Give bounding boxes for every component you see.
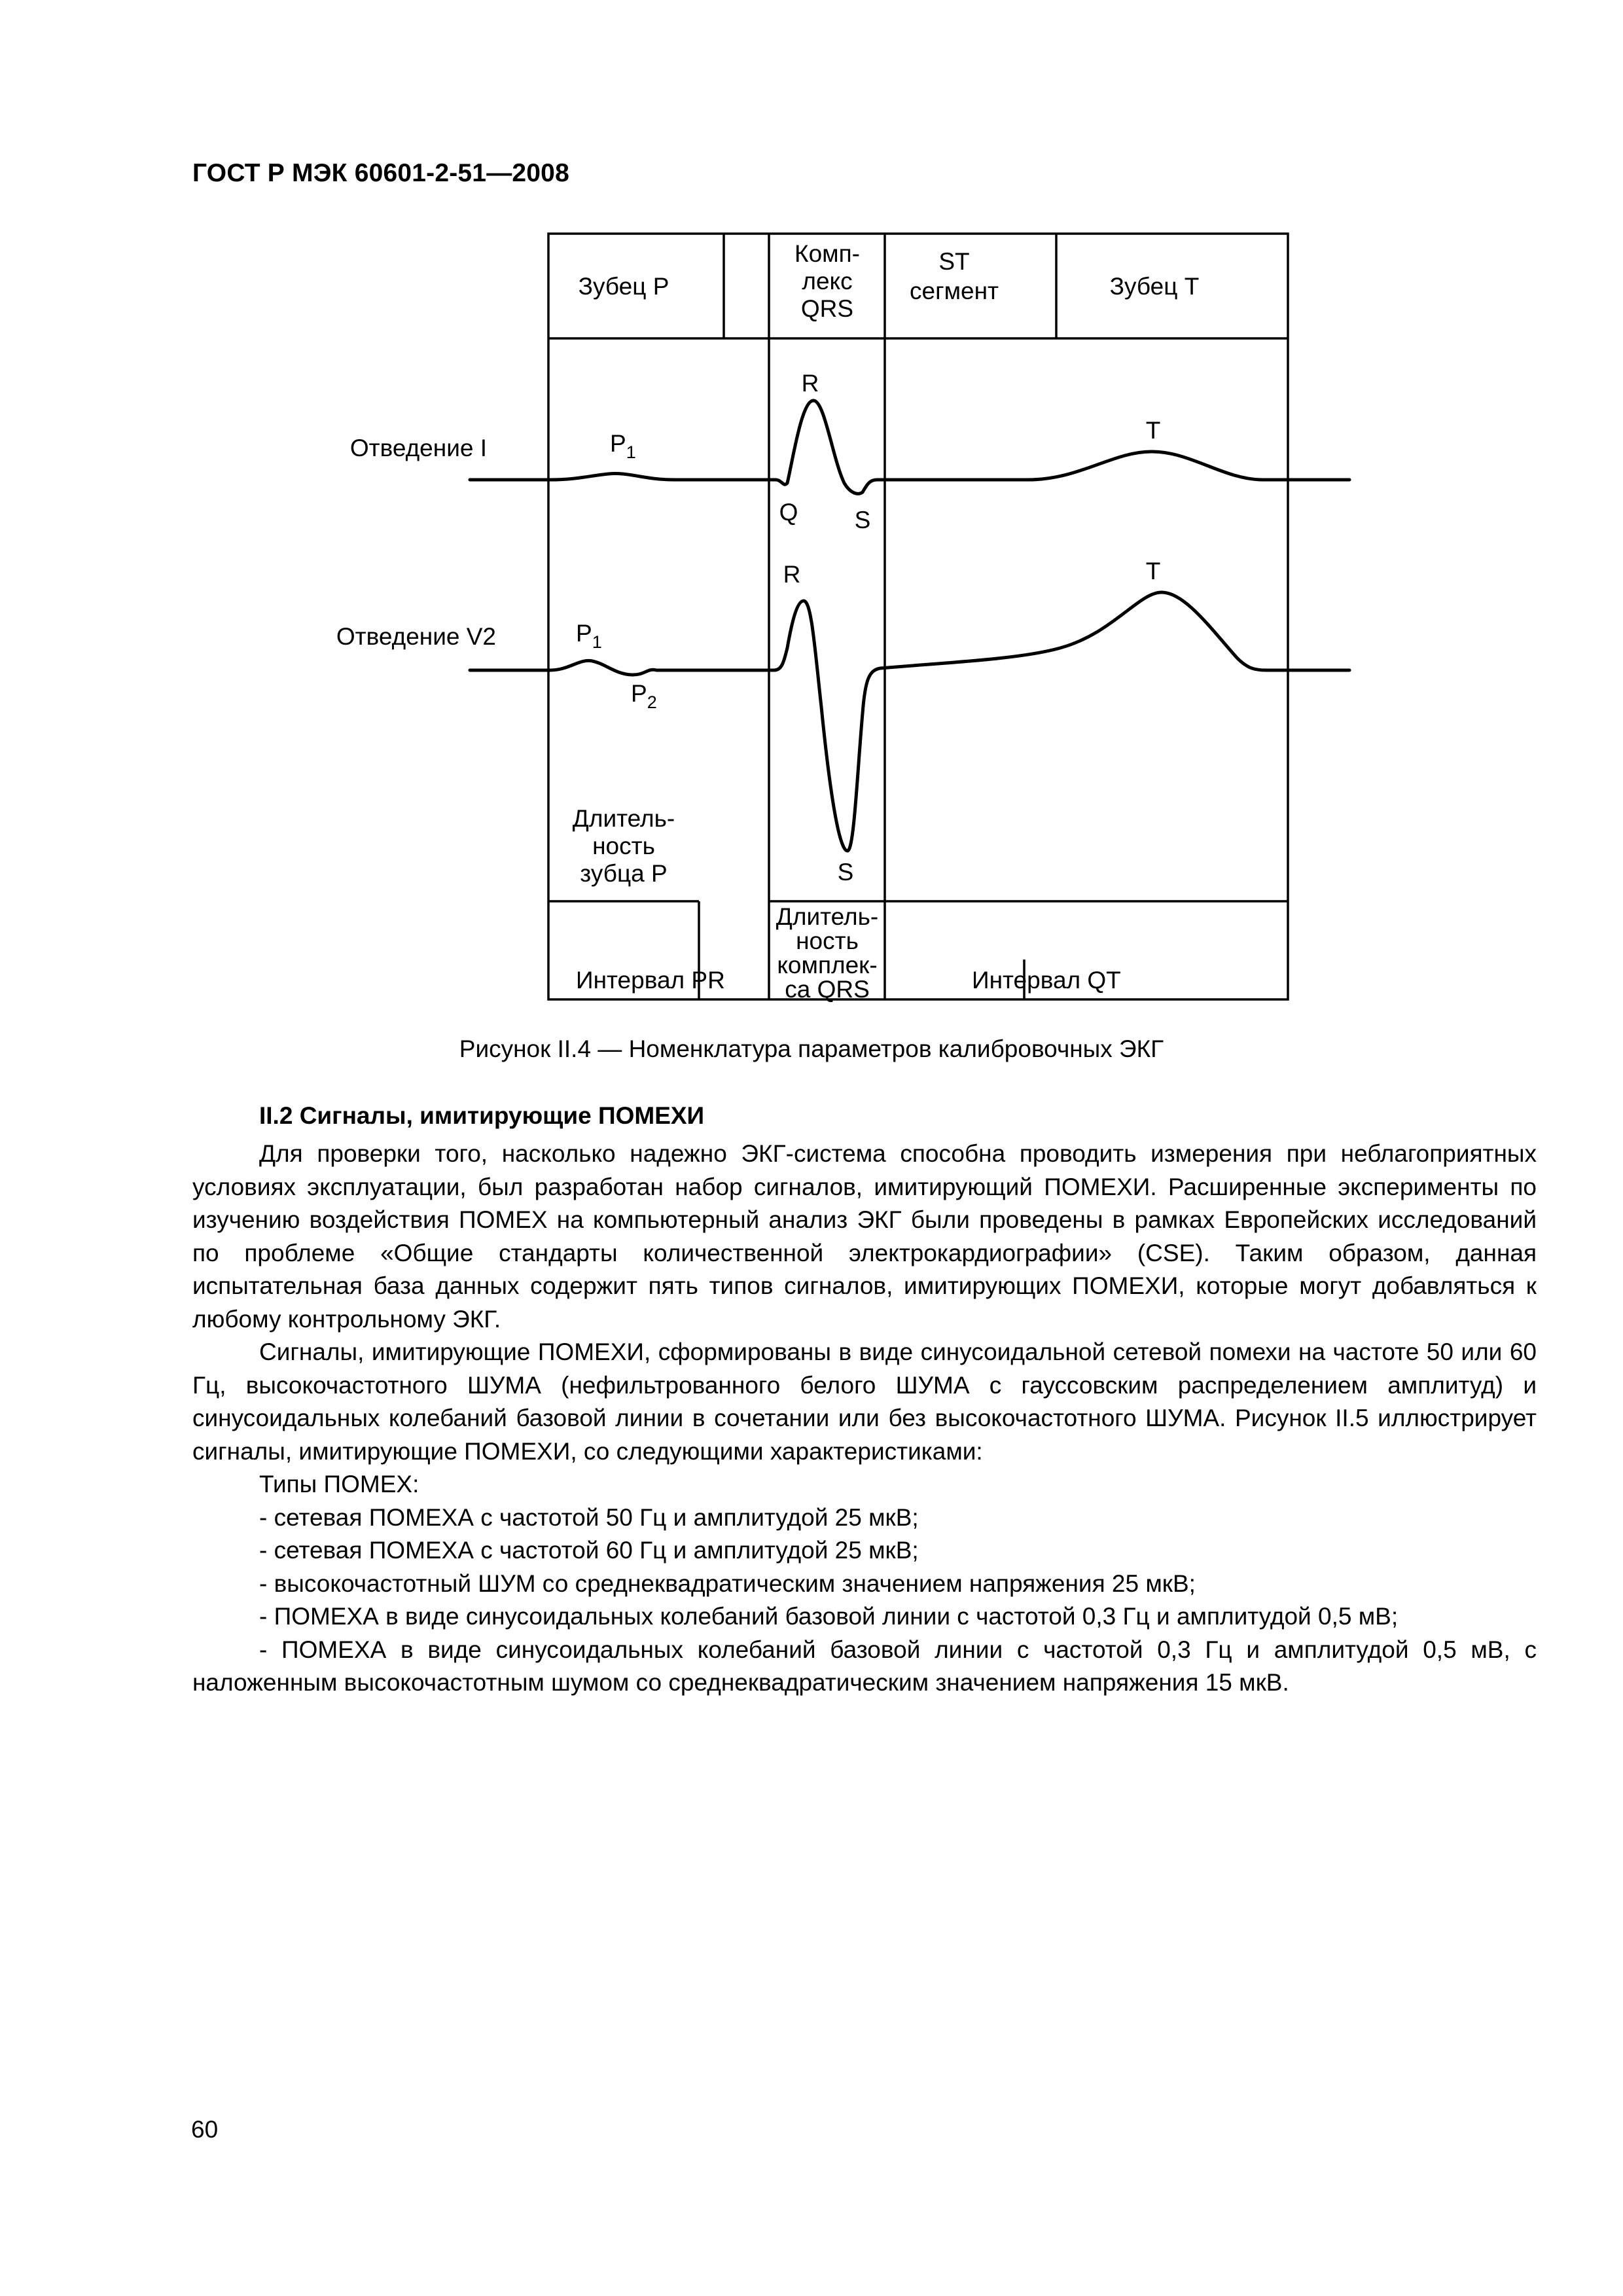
p-duration-line1: Длитель- (572, 805, 675, 832)
col-header-qrs-line3: QRS (800, 295, 854, 322)
list-item: - высокочастотный ШУМ со среднеквадратическим значением напряжения 25 мкВ; (259, 1570, 1196, 1597)
p-duration-line2: ность (592, 833, 655, 859)
ecg-parameters-figure (0, 0, 1623, 1060)
list-item: - сетевая ПОМЕХА с частотой 50 Гц и амплитудой 25 мкВ; (259, 1503, 919, 1531)
list-item: - ПОМЕХА в виде синусоидальных колебаний базовой линии с частотой 0,3 Гц и амплитудой 0,5 мВ, с наложенным высокочастотным шумом со среднеквадратическим значением напряжения 15 мкВ. (192, 1636, 1537, 1696)
label-t-lead-i: T (1145, 417, 1161, 444)
page-number: 60 (191, 2116, 219, 2143)
document-code: ГОСТ Р МЭК 60601-2-51—2008 (192, 159, 569, 187)
interval-pr: Интервал PR (576, 967, 725, 994)
col-header-st-line2: сегмент (910, 278, 999, 304)
label-p2-lead-v2: $P_2$ (631, 680, 657, 712)
label-s-lead-i: S (854, 507, 871, 533)
qrs-duration-line1: Длитель- (776, 903, 879, 930)
section-title: II.2 Сигналы, имитирующие ПОМЕХИ (259, 1102, 705, 1129)
paragraph-1: Для проверки того, насколько надежно ЭКГ-система способна проводить измерения при неблагоприятных условиях эксплуатации, был разработан набор сигналов, имитирующий ПОМЕХИ. Расширенные эксперименты по изучению воздействия ПОМЕХ на компьютерный анализ ЭКГ были проведены в рамках Европейских исследований по проблеме «Общие стандарты количественной электрокардиографии» (CSE). Таким образом, данная испытательная база данных содержит пять типов сигналов, имитирующих ПОМЕХИ, которые могут добавляться к любому контрольному ЭКГ. (192, 1140, 1537, 1333)
interval-qt: Интервал QT (972, 967, 1121, 994)
label-p1-lead-i: $P_1$ (610, 430, 636, 462)
label-r-lead-i: R (801, 370, 819, 397)
col-header-t-wave: Зубец T (1109, 273, 1200, 300)
list-item: - сетевая ПОМЕХА с частотой 60 Гц и амплитудой 25 мкВ; (259, 1537, 919, 1564)
lead-label-i: Отведение I (349, 435, 487, 461)
list-item: - ПОМЕХА в виде синусоидальных колебаний базовой линии с частотой 0,3 Гц и амплитудой 0,5 мВ; (259, 1603, 1399, 1630)
col-header-qrs-line2: лекс (802, 268, 853, 295)
label-p1-lead-v2: $P_1$ (576, 620, 602, 652)
types-label: Типы ПОМЕХ: (259, 1471, 419, 1498)
col-header-qrs-line1: Комп- (794, 240, 860, 267)
qrs-duration-line3: комплек- (777, 952, 878, 978)
p-duration-line3: зубца P (580, 860, 668, 887)
label-s-lead-v2: S (837, 859, 854, 886)
label-q-lead-i: Q (779, 499, 798, 526)
qrs-duration-line2: ность (796, 927, 859, 954)
col-header-p-wave: Зубец P (578, 273, 669, 300)
label-r-lead-v2: R (783, 561, 801, 588)
section-body (192, 1138, 1537, 1700)
col-header-st-line1: ST (938, 248, 970, 275)
paragraph-2: Сигналы, имитирующие ПОМЕХИ, сформированы в виде синусоидальной сетевой помехи на частоте 50 или 60 Гц, высокочастотного ШУМА (нефильтрованного белого ШУМА с гауссовским распределением амплитуд) и синусоидальных колебаний базовой линии в сочетании или без высокочастотного ШУМА. Рисунок II.5 иллюстрирует сигналы, имитирующие ПОМЕХИ, со следующими характеристиками: (192, 1338, 1537, 1465)
qrs-duration-line4: са QRS (785, 976, 870, 1003)
ecg-trace-lead-i (470, 401, 1349, 493)
interference-types-list (192, 1501, 1537, 1700)
lead-label-v2: Отведение V2 (336, 623, 496, 650)
label-t-lead-v2: T (1145, 558, 1161, 584)
figure-caption: Рисунок II.4 — Номенклатура параметров калибровочных ЭКГ (459, 1035, 1164, 1062)
